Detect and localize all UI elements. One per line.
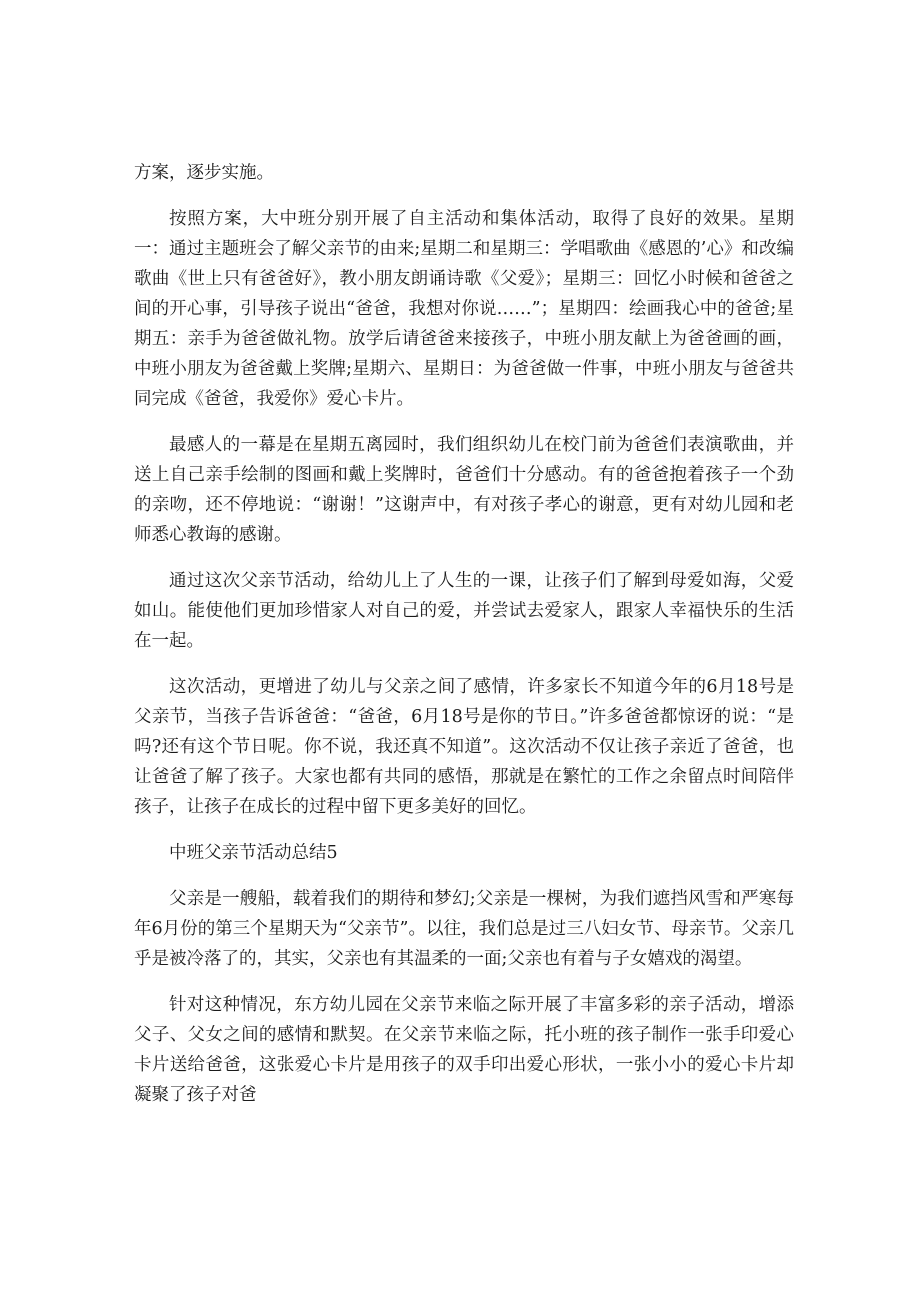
paragraph-weekly-activities: 按照方案，大中班分别开展了自主活动和集体活动，取得了良好的效果。星期一：通过主题班会了解父亲节的由来;星期二和星期三：学唱歌曲《感恩的’心》和改编歌曲《世上只有爸爸好》，教小朋友朗诵诗歌《父爱》；星期三：回忆小时候和爸爸之间的开心事，引导孩子说出“爸爸，我想对你说……”；星期四：绘画我心中的爸爸;星期五：亲手为爸爸做礼物。放学后请爸爸来接孩子，中班小朋友献上为爸爸画的画，中班小朋友为爸爸戴上奖牌;星期六、星期日：为爸爸做一件事，中班小朋友与爸爸共同完成《爸爸，我爱你》爱心卡片。 (134, 209, 794, 409)
paragraph-continuation: 方案，逐步实施。 (134, 163, 274, 183)
section-heading: 中班父亲节活动总结5 (169, 843, 338, 863)
paragraph-touching-moment: 最感人的一幕是在星期五离园时，我们组织幼儿在校门前为爸爸们表演歌曲，并送上自己亲手绘制的图画和戴上奖牌时，爸爸们十分感动。有的爸爸抱着孩子一个劲的亲吻，还不停地说：“谢谢！”这谢声中，有对孩子孝心的谢意，更有对幼儿园和老师悉心教诲的感谢。 (134, 435, 794, 545)
document-body (134, 158, 794, 1126)
paragraph-father-child-bond: 这次活动，更增进了幼儿与父亲之间了感情，许多家长不知道今年的6月18号是父亲节，当孩子告诉爸爸：“爸爸，6月18号是你的节日。”许多爸爸都惊讶的说：“是吗?还有这个节日呢。你不说，我还真不知道”。这次活动不仅让孩子亲近了爸爸，也让爸爸了解了孩子。大家也都有共同的感悟，那就是在繁忙的工作之余留点时间陪伴孩子，让孩子在成长的过程中留下更多美好的回忆。 (134, 677, 794, 817)
paragraph-kindergarten-activity: 针对这种情况，东方幼儿园在父亲节来临之际开展了丰富多彩的亲子活动，增添父子、父女之间的感情和默契。在父亲节来临之际，托小班的孩子制作一张手印爱心卡片送给爸爸，这张爱心卡片是用孩子的双手印出爱心形状，一张小小的爱心卡片却凝聚了孩子对爸 (134, 995, 794, 1105)
paragraph-father-intro: 父亲是一艘船，载着我们的期待和梦幻;父亲是一棵树，为我们遮挡风雪和严寒每年6月份的第三个星期天为“父亲节”。以往，我们总是过三八妇女节、母亲节。父亲几乎是被冷落了的，其实，父亲也有其温柔的一面;父亲也有着与子女嬉戏的渴望。 (134, 889, 794, 969)
paragraph-life-lesson: 通过这次父亲节活动，给幼儿上了人生的一课，让孩子们了解到母爱如海，父爱如山。能使他们更加珍惜家人对自己的爱，并尝试去爱家人，跟家人幸福快乐的生活在一起。 (134, 571, 794, 651)
